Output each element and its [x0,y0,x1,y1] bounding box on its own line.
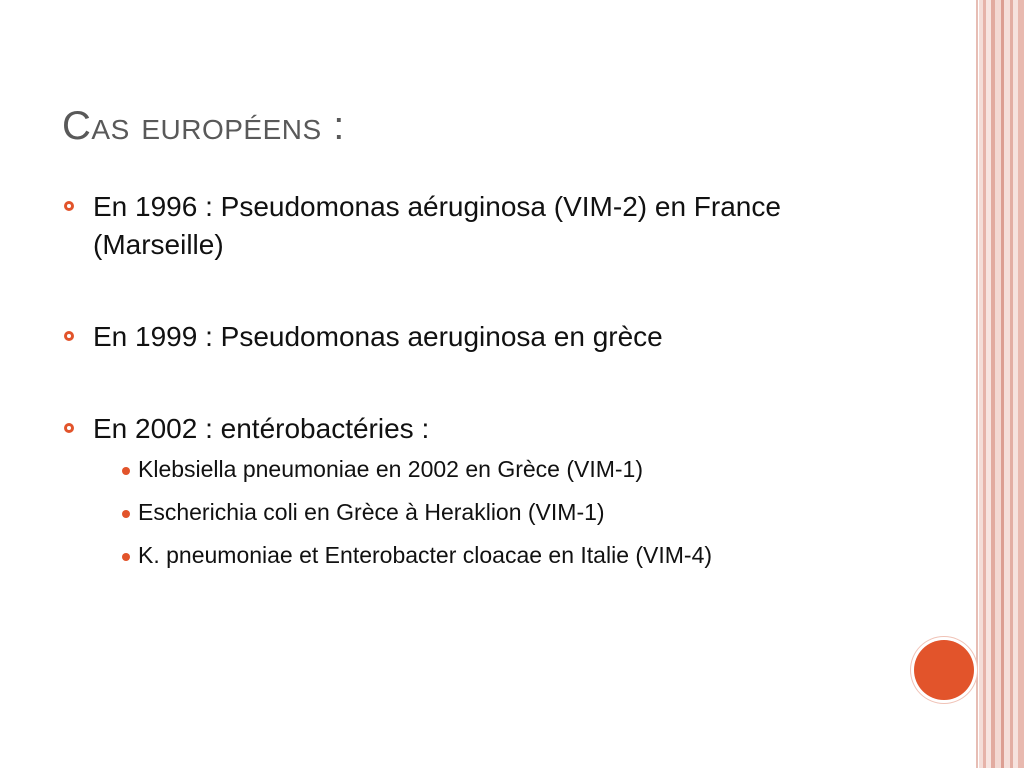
sub-bullet-text: K. pneumoniae et Enterobacter cloacae en Italie (VIM-4) [138,542,713,568]
bullet-item [62,410,862,571]
bullet-dot-icon [122,553,130,561]
decor-stripe [976,0,978,768]
bullet-text: En 2002 : entérobactéries : [93,413,430,444]
bullet-item [62,188,862,264]
bullet-item [62,318,862,356]
bullet-ring-icon [64,201,74,211]
decor-stripe [1018,0,1024,768]
bullet-ring-icon [64,423,74,433]
bullet-dot-icon [122,467,130,475]
bullet-ring-icon [64,331,74,341]
slide-title: Cas européens : [62,104,345,148]
sub-bullet-text: Escherichia coli en Grèce à Heraklion (VIM-1) [138,499,605,525]
decorative-circle [914,640,974,700]
bullet-text: En 1996 : Pseudomonas aéruginosa (VIM-2) en France (Marseille) [93,191,781,260]
bullet-list [62,188,862,571]
sub-bullet-item [93,540,828,571]
bullet-text: En 1999 : Pseudomonas aeruginosa en grèce [93,321,663,352]
sub-bullet-text: Klebsiella pneumoniae en 2002 en Grèce (VIM-1) [138,456,644,482]
sub-bullet-item [93,497,828,528]
sub-bullet-item [93,454,828,485]
sub-bullet-list [93,454,862,571]
bullet-dot-icon [122,510,130,518]
